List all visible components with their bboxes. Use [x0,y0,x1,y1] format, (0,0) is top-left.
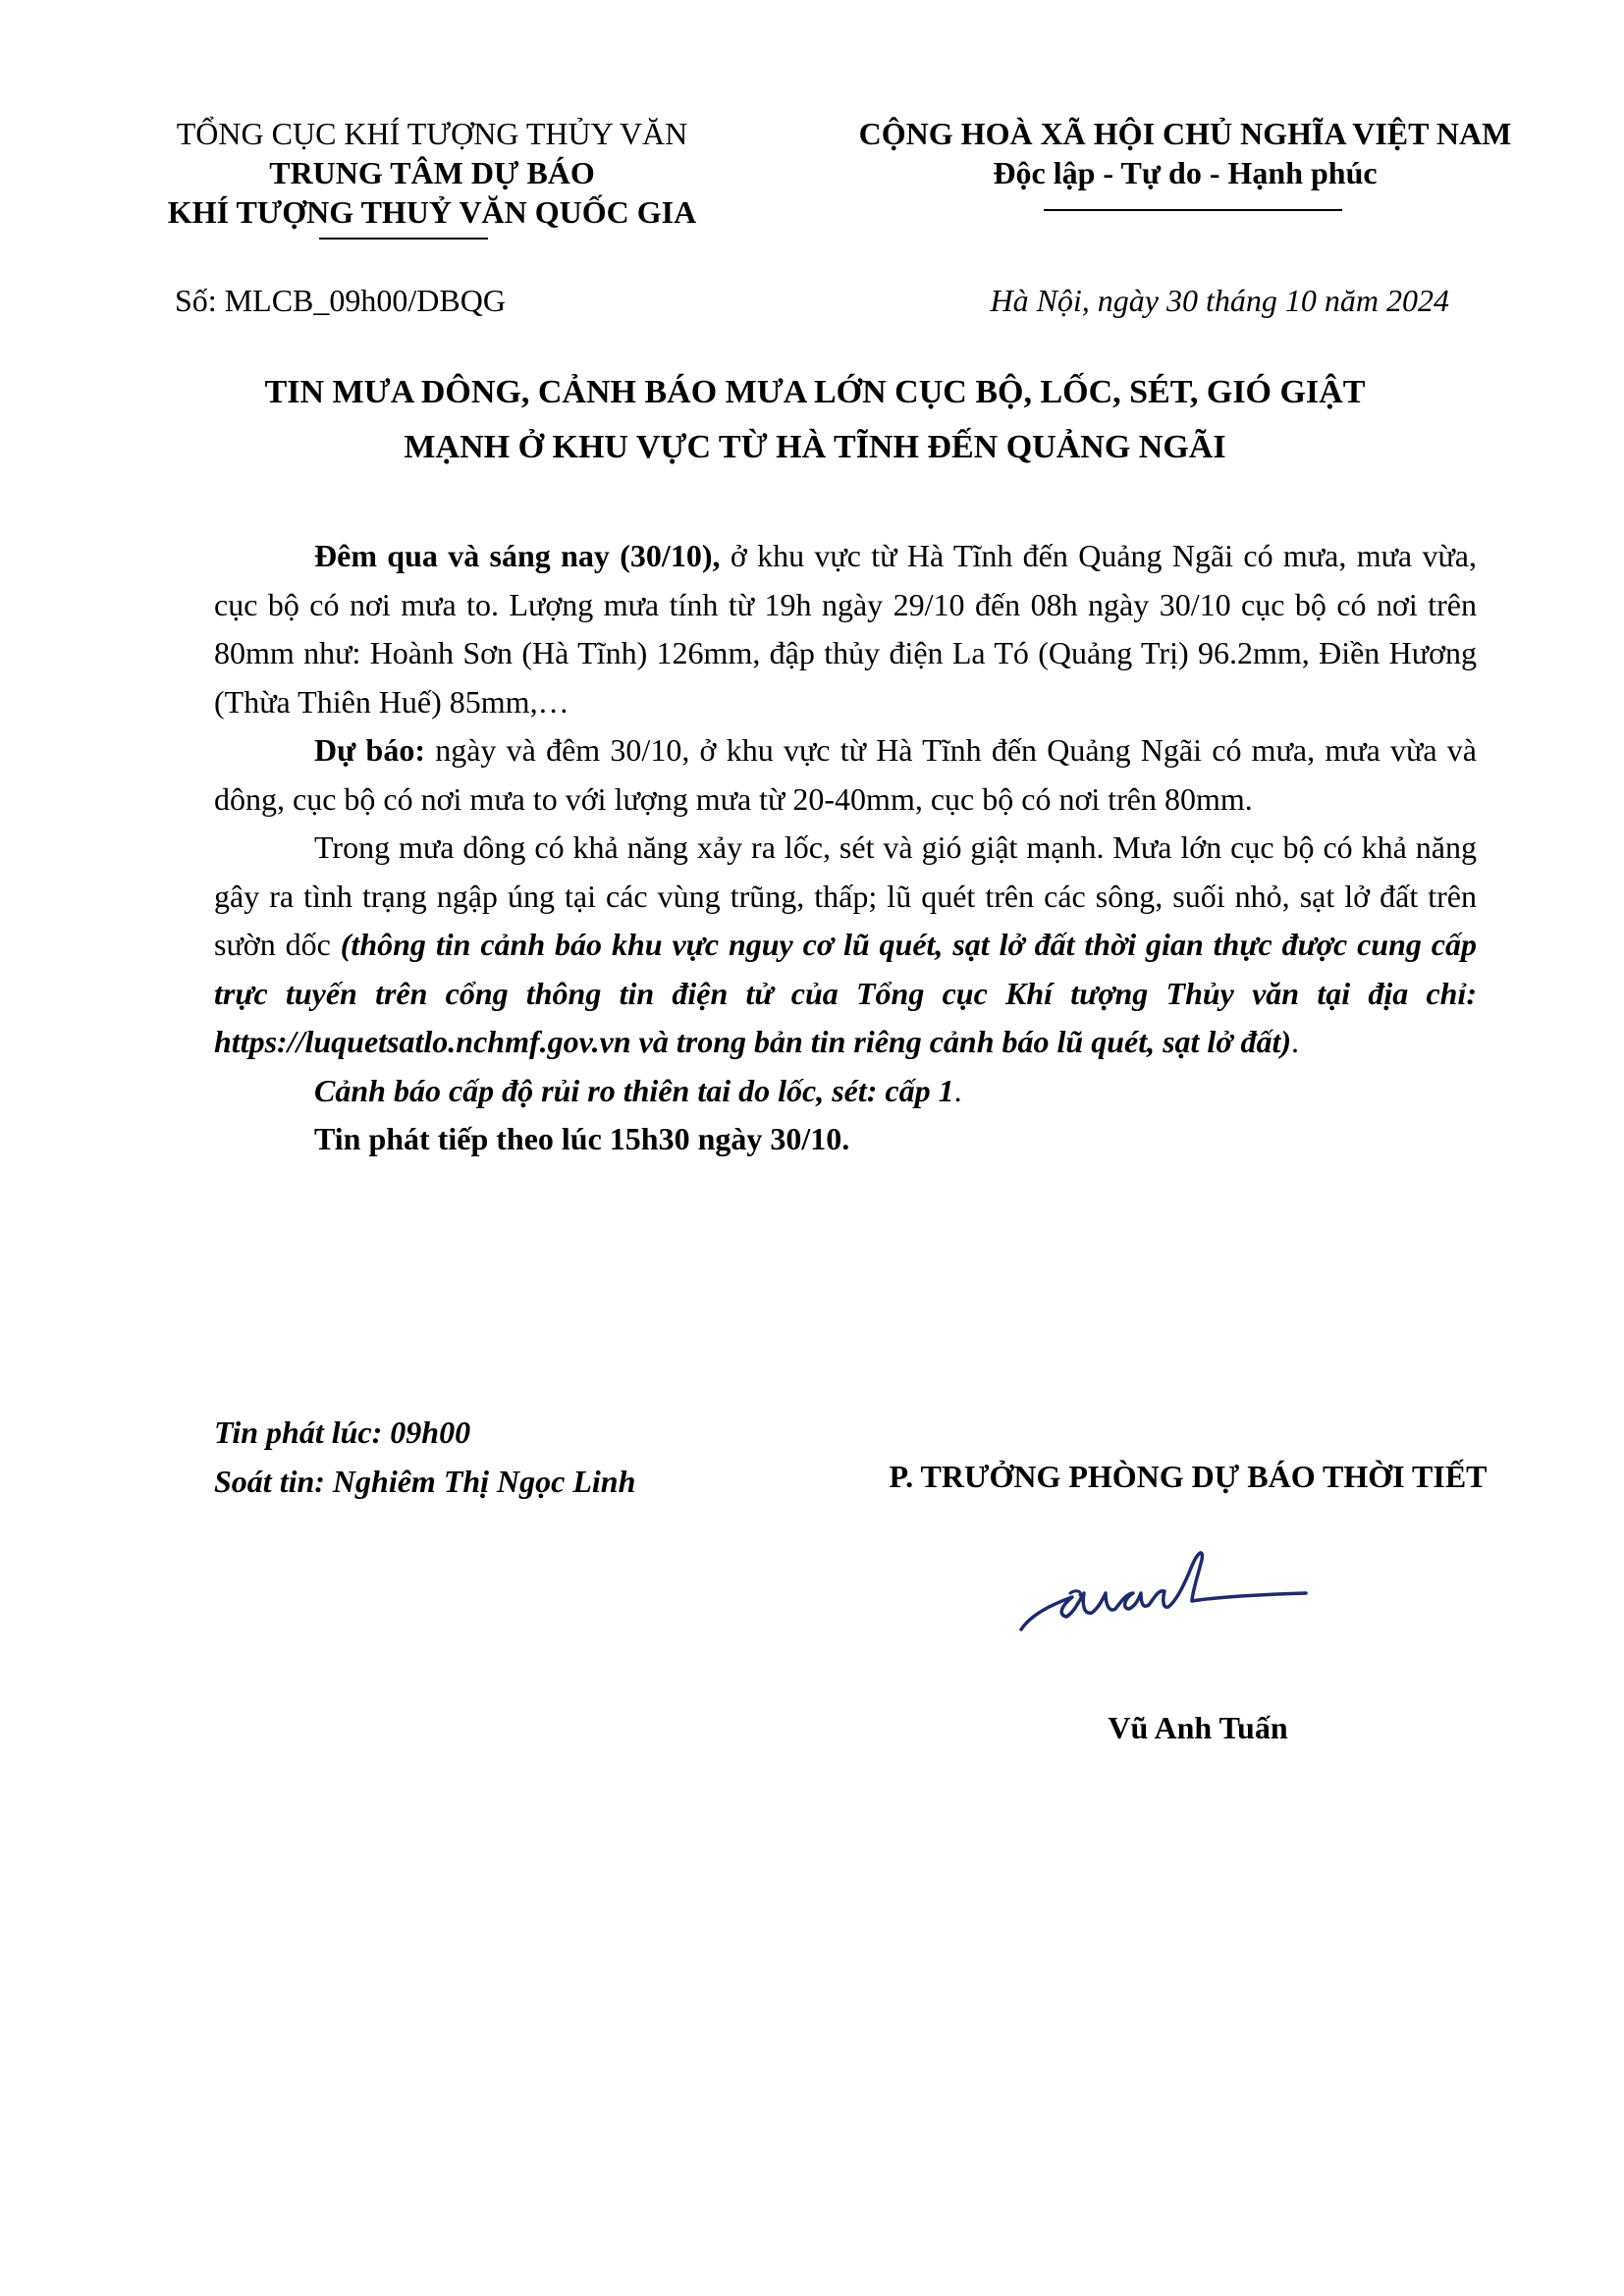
warning-text: Trong mưa dông có khả năng xảy ra lốc, sét và gió giật mạnh. Mưa lớn cục bộ có khả năng gây ra tình trạng ngập úng tại các vùng trũng, thấp; lũ quét trên các sông, suối nhỏ, sạt lở đất trên sườn dốc [214,829,1477,962]
checked-by: Soát tin: Nghiêm Thị Ngọc Linh [214,1464,636,1499]
country-name: CỘNG HOÀ XÃ HỘI CHỦ NGHĨA VIỆT NAM [858,116,1512,151]
handwritten-signature [1011,1536,1335,1664]
signer-name: Vũ Anh Tuấn [1108,1710,1288,1745]
agency-underline [319,238,488,240]
forecast-lead: Dự báo: [314,732,425,768]
next-bulletin-text: Tin phát tiếp theo lúc 15h30 ngày 30/10. [314,1121,850,1156]
document-body [214,532,1477,1164]
signer-title: P. TRƯỞNG PHÒNG DỰ BÁO THỜI TIẾT [889,1459,1488,1494]
paragraph-forecast [214,726,1477,824]
forecast-text: ngày và đêm 30/10, ở khu vực từ Hà Tĩnh đến Quảng Ngãi có mưa, mưa vừa và dông, cục bộ có nơi mưa to với lượng mưa từ 20-40mm, cục bộ có nơi trên 80mm. [214,732,1478,817]
warning-end: . [1291,1024,1300,1059]
observation-text: ở khu vực từ Hà Tĩnh đến Quảng Ngãi có mưa, mưa vừa, cục bộ có nơi mưa to. Lượng mưa tính từ 19h ngày 29/10 đến 08h ngày 30/10 cục bộ có nơi trên 80mm như: Hoành Sơn (Hà Tĩnh) 126mm, đập thủy điện La Tó (Quảng Trị) 96.2mm, Điền Hương (Thừa Thiên Huế) 85mm,… [214,538,1478,720]
warning-link-note: (thông tin cảnh báo khu vực nguy cơ lũ quét, sạt lở đất thời gian thực được cung cấp trực tuyến trên cổng thông tin điện tử của Tổng cục Khí tượng Thủy văn tại địa chỉ: https://luquetsatlo.nchmf.gov.vn và trong bản tin riêng cảnh báo lũ quét, sạt lở đất) [214,927,1478,1059]
agency-center: TRUNG TÂM DỰ BÁO [269,155,595,190]
document-date: Hà Nội, ngày 30 tháng 10 năm 2024 [990,283,1449,318]
title-line-1: TIN MƯA DÔNG, CẢNH BÁO MƯA LỚN CỤC BỘ, LỐC, SÉT, GIÓ GIẬT [264,374,1366,410]
agency-center-full: KHÍ TƯỢNG THUỶ VĂN QUỐC GIA [167,194,697,230]
paragraph-risk-level [214,1067,1477,1116]
paragraph-warning [214,824,1477,1067]
issue-info [214,1408,764,1506]
paragraph-next-bulletin [214,1115,1477,1164]
issue-time: Tin phát lúc: 09h00 [214,1415,471,1450]
document-title [98,365,1532,475]
motto: Độc lập - Tự do - Hạnh phúc [993,155,1378,190]
observation-lead: Đêm qua và sáng nay (30/10), [314,538,721,573]
national-motto [797,114,1573,192]
issuing-agency [98,114,766,232]
motto-underline [1044,209,1342,211]
paragraph-observation [214,532,1477,726]
document-number: Số: MLCB_09h00/DBQG [175,283,506,318]
risk-level-text: Cảnh báo cấp độ rủi ro thiên tai do lốc, sét: cấp 1 [314,1072,954,1108]
risk-level-end: . [953,1072,962,1108]
title-line-2: MẠNH Ở KHU VỰC TỪ HÀ TĨNH ĐẾN QUẢNG NGÃI [404,429,1226,465]
agency-parent: TỔNG CỤC KHÍ TƯỢNG THỦY VĂN [176,116,688,151]
